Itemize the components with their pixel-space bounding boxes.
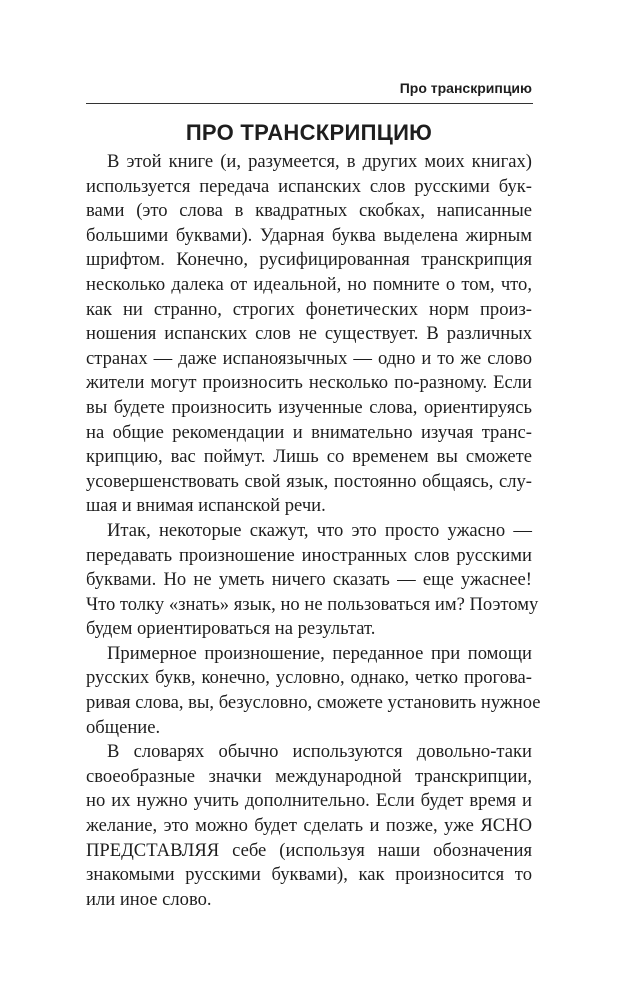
text-line: как ни странно, строгих фонетических норм произ- <box>86 298 532 320</box>
text-line: используется передача испанских слов русскими бук- <box>86 175 532 197</box>
text-line: Примерное произношение, переданное при помощи <box>107 642 532 664</box>
text-line: или иное слово. <box>86 888 212 910</box>
text-line: будем ориентироваться на результат. <box>86 618 376 640</box>
text-line: ривая слова, вы, безусловно, сможете установить нужное <box>86 692 541 714</box>
text-line: жители могут произносить несколько по-разному. Если <box>86 372 532 394</box>
text-line: крипцию, вас поймут. Лишь со временем вы сможете <box>86 446 532 468</box>
text-line: общение. <box>86 716 161 738</box>
running-head: Про транскрипцию <box>399 80 532 96</box>
text-line: буквами. Но не уметь ничего сказать — еще ужаснее! <box>86 569 532 591</box>
header-rule <box>86 103 533 104</box>
text-line: шая и внимая испанской речи. <box>86 495 326 517</box>
text-line: русских букв, конечно, условно, однако, четко прогова- <box>86 667 532 689</box>
text-line: ПРЕДСТАВЛЯЯ себе (используя наши обозначения <box>86 839 532 861</box>
text-line: знакомыми русскими буквами), как произносится то <box>86 864 532 886</box>
text-line: но их нужно учить дополнительно. Если будет время и <box>86 790 532 812</box>
text-line: странах — даже испаноязычных — одно и то же слово <box>86 347 532 369</box>
text-line: В словарях обычно используются довольно-таки <box>107 741 532 763</box>
text-line: Итак, некоторые скажут, что это просто ужасно — <box>107 519 532 541</box>
text-line: своеобразные значки международной транскрипции, <box>86 765 532 787</box>
text-line: Что толку «знать» язык, но не пользоваться им? Поэтому <box>86 593 539 615</box>
text-line: усовершенствовать свой язык, постоянно общаясь, слу- <box>86 470 532 492</box>
text-line: шрифтом. Конечно, русифицированная транскрипция <box>86 249 532 271</box>
text-line: передавать произношение иностранных слов русскими <box>86 544 532 566</box>
text-line: желание, это можно будет сделать и позже, уже ЯСНО <box>86 815 532 837</box>
paragraph <box>86 740 532 912</box>
text-line: вами (это слова в квадратных скобках, написанные <box>86 200 532 222</box>
paragraph <box>86 150 532 519</box>
text-line: большими буквами). Ударная буква выделена жирным <box>86 224 532 246</box>
text-line: В этой книге (и, разумеется, в других моих книгах) <box>107 151 532 172</box>
body-text <box>86 150 541 912</box>
text-line: ношения испанских слов не существует. В различных <box>86 323 532 345</box>
text-line: на общие рекомендации и внимательно изучая транс- <box>86 421 532 443</box>
page-title: ПРО ТРАНСКРИПЦИЮ <box>185 120 433 145</box>
paragraph <box>86 642 541 740</box>
text-line: несколько далека от идеальной, но помните о том, что, <box>86 273 532 295</box>
text-line: вы будете произносить изученные слова, ориентируясь <box>86 396 532 418</box>
paragraph <box>86 519 539 642</box>
